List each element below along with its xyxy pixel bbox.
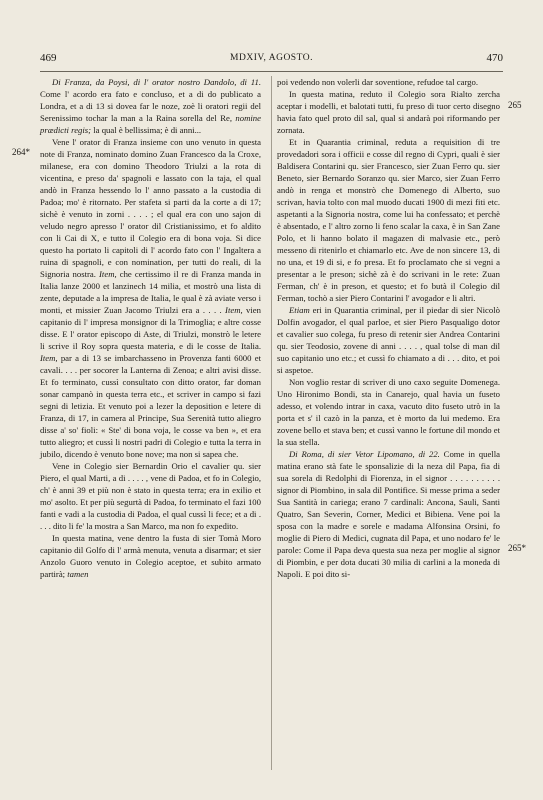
margin-mark-264: 264* [12, 147, 30, 157]
italic-phrase: nomine prædicti regis; [40, 113, 261, 135]
running-title: MDXIV, AGOSTO. [230, 53, 313, 63]
italic-phrase: tamen [67, 569, 89, 579]
paragraph [277, 88, 500, 136]
paragraph [40, 460, 261, 532]
paragraph [277, 376, 500, 448]
paragraph-text: poi vedendo non volerli dar soventione, refudoe tal cargo. [277, 77, 479, 87]
margin-mark-265-star: 265* [508, 543, 526, 553]
paragraph [40, 532, 261, 580]
paragraph-text: Vene in Colegio sier Bernardin Orio el cavalier qu. sier Piero, el qual Marti, a di . . . . , vene di Padoa, et fo in Colegio, ch' è anni 39 et più non è stato in questa terra; era in exilio et mo' asolto. Et per più segurtà di Padoa, fo terminato el fazi 100 fanti e vadi a la custodia di Padoa, el qual cussì li fece; et a di . . . . dito li fe' la mostra a San Marco, ma non fo expedito. [40, 461, 261, 531]
paragraph-text: la qual è bellissima; è di anni... [91, 125, 202, 135]
paragraph-text: Vene l' orator di Franza insieme con uno venuto in questa note di Franza, nominato domino Zuan Francesco da la Croxe, milanese, era con domino Theodoro Triulzi a la rota di vicentina, e preso da' spagnoli e lassato con la taja, el qual andò in Franza hessendo lo l' anno passato a la custodia di Padoa; mo' è ritornato. Per stafeta si parti da la corte a di 17; sichè è venuto in zorni . . . . ; el qual era con uno sajon di veludo negro apresso l' orator dil Cristianissimo, et fo aldito con li Cai di X, e tutto il Colegio era di bona voja. Si dice questo ha portato li capitoli di l' acordo fato con l' Ingaltera a ruina di spagnoli, e con nomination, per tutti do reali, di la Signoria nostra. [40, 137, 261, 279]
paragraph-text: In questa matina, vene dentro la fusta di sier Tomà Moro capitanio dil Golfo di l' armà menuta, venuta a disarmar; et sier Anzolo Guoro venuto in Colegio aceptoe, et subito armato partirà; [40, 533, 261, 579]
header-rule [40, 71, 503, 72]
running-header [40, 52, 503, 68]
italic-phrase: Item, [225, 305, 243, 315]
paragraph-text: che certissimo il re di Franza manda in Italia lanze 2000 et lanzinech 14 milia, et mostrò una lista di zente, deputade a la impresa de Italia, le qual è zà aviate verso i monti, et missier Zuan Jacomo Triulzi era a . . . . [40, 269, 262, 315]
paragraph-text: Et in Quarantia criminal, reduta a requisition di tre provedadori sora i officii e cosse dil regno di Cypri, quali è sier Baldisera Contarini qu. sier Francesco, sier Zuan Ferro qu. sier Beneto, sier Bernardo Soranzo qu. sier Marco, sier Zuan Ferro andò in renga et monstrò che Domenego di Alberto, suo scrivan, havia tolto con mal muodo ducati 1900 di mezi fiti etc. aspetanti a la Signoria nostra, come lui ha confessato; et perchè è absentado, e l' altro zorno li feno scalar la caxa, è in San Zane Polo, et li hanno bolato il magazen di malvasie etc., però messeno di ritenirlo et chiamarlo etc. Ave de non sincere 13, di no una, et 19 di si, e fo presa. Et fo proclamato che si vegni a presentar a le preson; sichè zà è do scrivani in le rete: Zuan Ferman, ch' è in preson, et questo; et fo butà il Colegio dil Ferman, tochò a sier Piero Contarini l' avogador e li altri. [277, 137, 500, 303]
paragraph-text: par a di 13 se imbarchasseno in Provenza fanti 6000 et cavali. . . . per socorer la Lanterna di Zenoa; e altri avisi disse. Et fo terminato, cussì consultato con ditto orator, far doman sonar campanò in questa terra etc., et scriver in campo si fazi segni di letizia. Et venuto poi a lezer la deposition e letere di Franza, di 17, in camera al Principe, Sua Serenità tutto aliegro disse a' so' fioli: « Ste' di bona voja, le cosse va ben », et era tutto aliegro; et cussì li nostri padri di Colegio e tutta la terra in jubilo, dicendo è venuto bone nove; ma non si sapea che. [40, 353, 261, 459]
paragraph-text: Non voglio restar di scriver di uno caxo seguite Domenega. Uno Hironimo Bondi, sta in Canarejo, qual havia un fuseto adesso, et volendo intrar in caxa, vacuto dito fuseto utrò in la porta et s' il cazò in la panza, et è morto da lui medemo. Era zovene bello et stava ben; et cussì vanno le fortune dil mondo et la sua stella. [277, 377, 500, 447]
italic-phrase: Etiam [289, 305, 310, 315]
italic-phrase: Item, [40, 353, 58, 363]
paragraph [277, 76, 500, 88]
paragraph-text: vien capitanio di l' impresa monsignor di la Trimoglia; e altre cosse disse. E l' orator episcopo di Aste, di Triulzi, monstrò le letere li scrive il Roy sopra questa materia, e di le cosse de Italia. [40, 305, 261, 351]
paragraph-text: Come l' acordo era fato e concluso, et a di do publicato a Londra, et a di 13 si dovea far le noze, zoè li oratori regii del Serenissimo tochar la man a la Raina sorella del Re, [40, 89, 261, 123]
margin-mark-265: 265 [508, 100, 522, 110]
paragraph [277, 304, 500, 376]
paragraph-heading: Di Roma, di sier Vetor Lipomano, di 22. [289, 449, 440, 459]
left-column [40, 76, 261, 580]
column-divider [271, 76, 272, 770]
paragraph [277, 136, 500, 304]
paragraph-text: eri in Quarantia criminal, per il piedar di sier Nicolò Dolfin avogador, el qual parloe, et sier Piero Pasqualigo dotor et cavalier suo colega, fu preso di retenir sier Andrea Contarini qu. sier Teodosio, zovene di anni . . . . , qual tolse di man dil suo capitanio uno etc.; et cussì fo chiamato a di . . . dito, et poi si aspetoe. [277, 305, 500, 375]
paragraph-text: Come in quella matina erano stà fate le sponsalizie di la neza dil Papa, fia di sua sorela di Redolphi di Fiorenza, in el signor . . . . . . . . . . signor di Piombino, in sala dil Pontifice. Si messe prima a seder Sua Santità in cariega; erano 7 cardinali: Ancona, Sauli, Santi Quatro, San Severin, Corner, Medici et Bibiena. Vene poi la sposa con la madre e sorele e madama Alfonsina Orsini, fo moglie di Piero di Medici, cugnata dil Papa, et uno nodaro fe' le parole: Come il Papa deva questa sua neza per moglie al signor di Piombin, e per dota ducati 30 milia di carlini a la moneda di Napoli. E poi dito si- [277, 449, 500, 579]
paragraph-heading: Di Franza, da Poysi, di l' orator nostro Dandolo, di 11. [52, 77, 261, 87]
page-number-right: 470 [486, 52, 503, 64]
italic-phrase: Item, [99, 269, 117, 279]
paragraph [40, 136, 261, 460]
page-number-left: 469 [40, 52, 57, 64]
paragraph [277, 448, 500, 580]
right-column [277, 76, 500, 580]
paragraph-text: In questa matina, reduto il Colegio sora Rialto zercha aceptar i modelli, et balotati tutti, fu preso di tuor certo disegno havia fato quel proto dil sal, qual si andarà poi riformando per zornata. [277, 89, 500, 135]
paragraph [40, 76, 261, 136]
